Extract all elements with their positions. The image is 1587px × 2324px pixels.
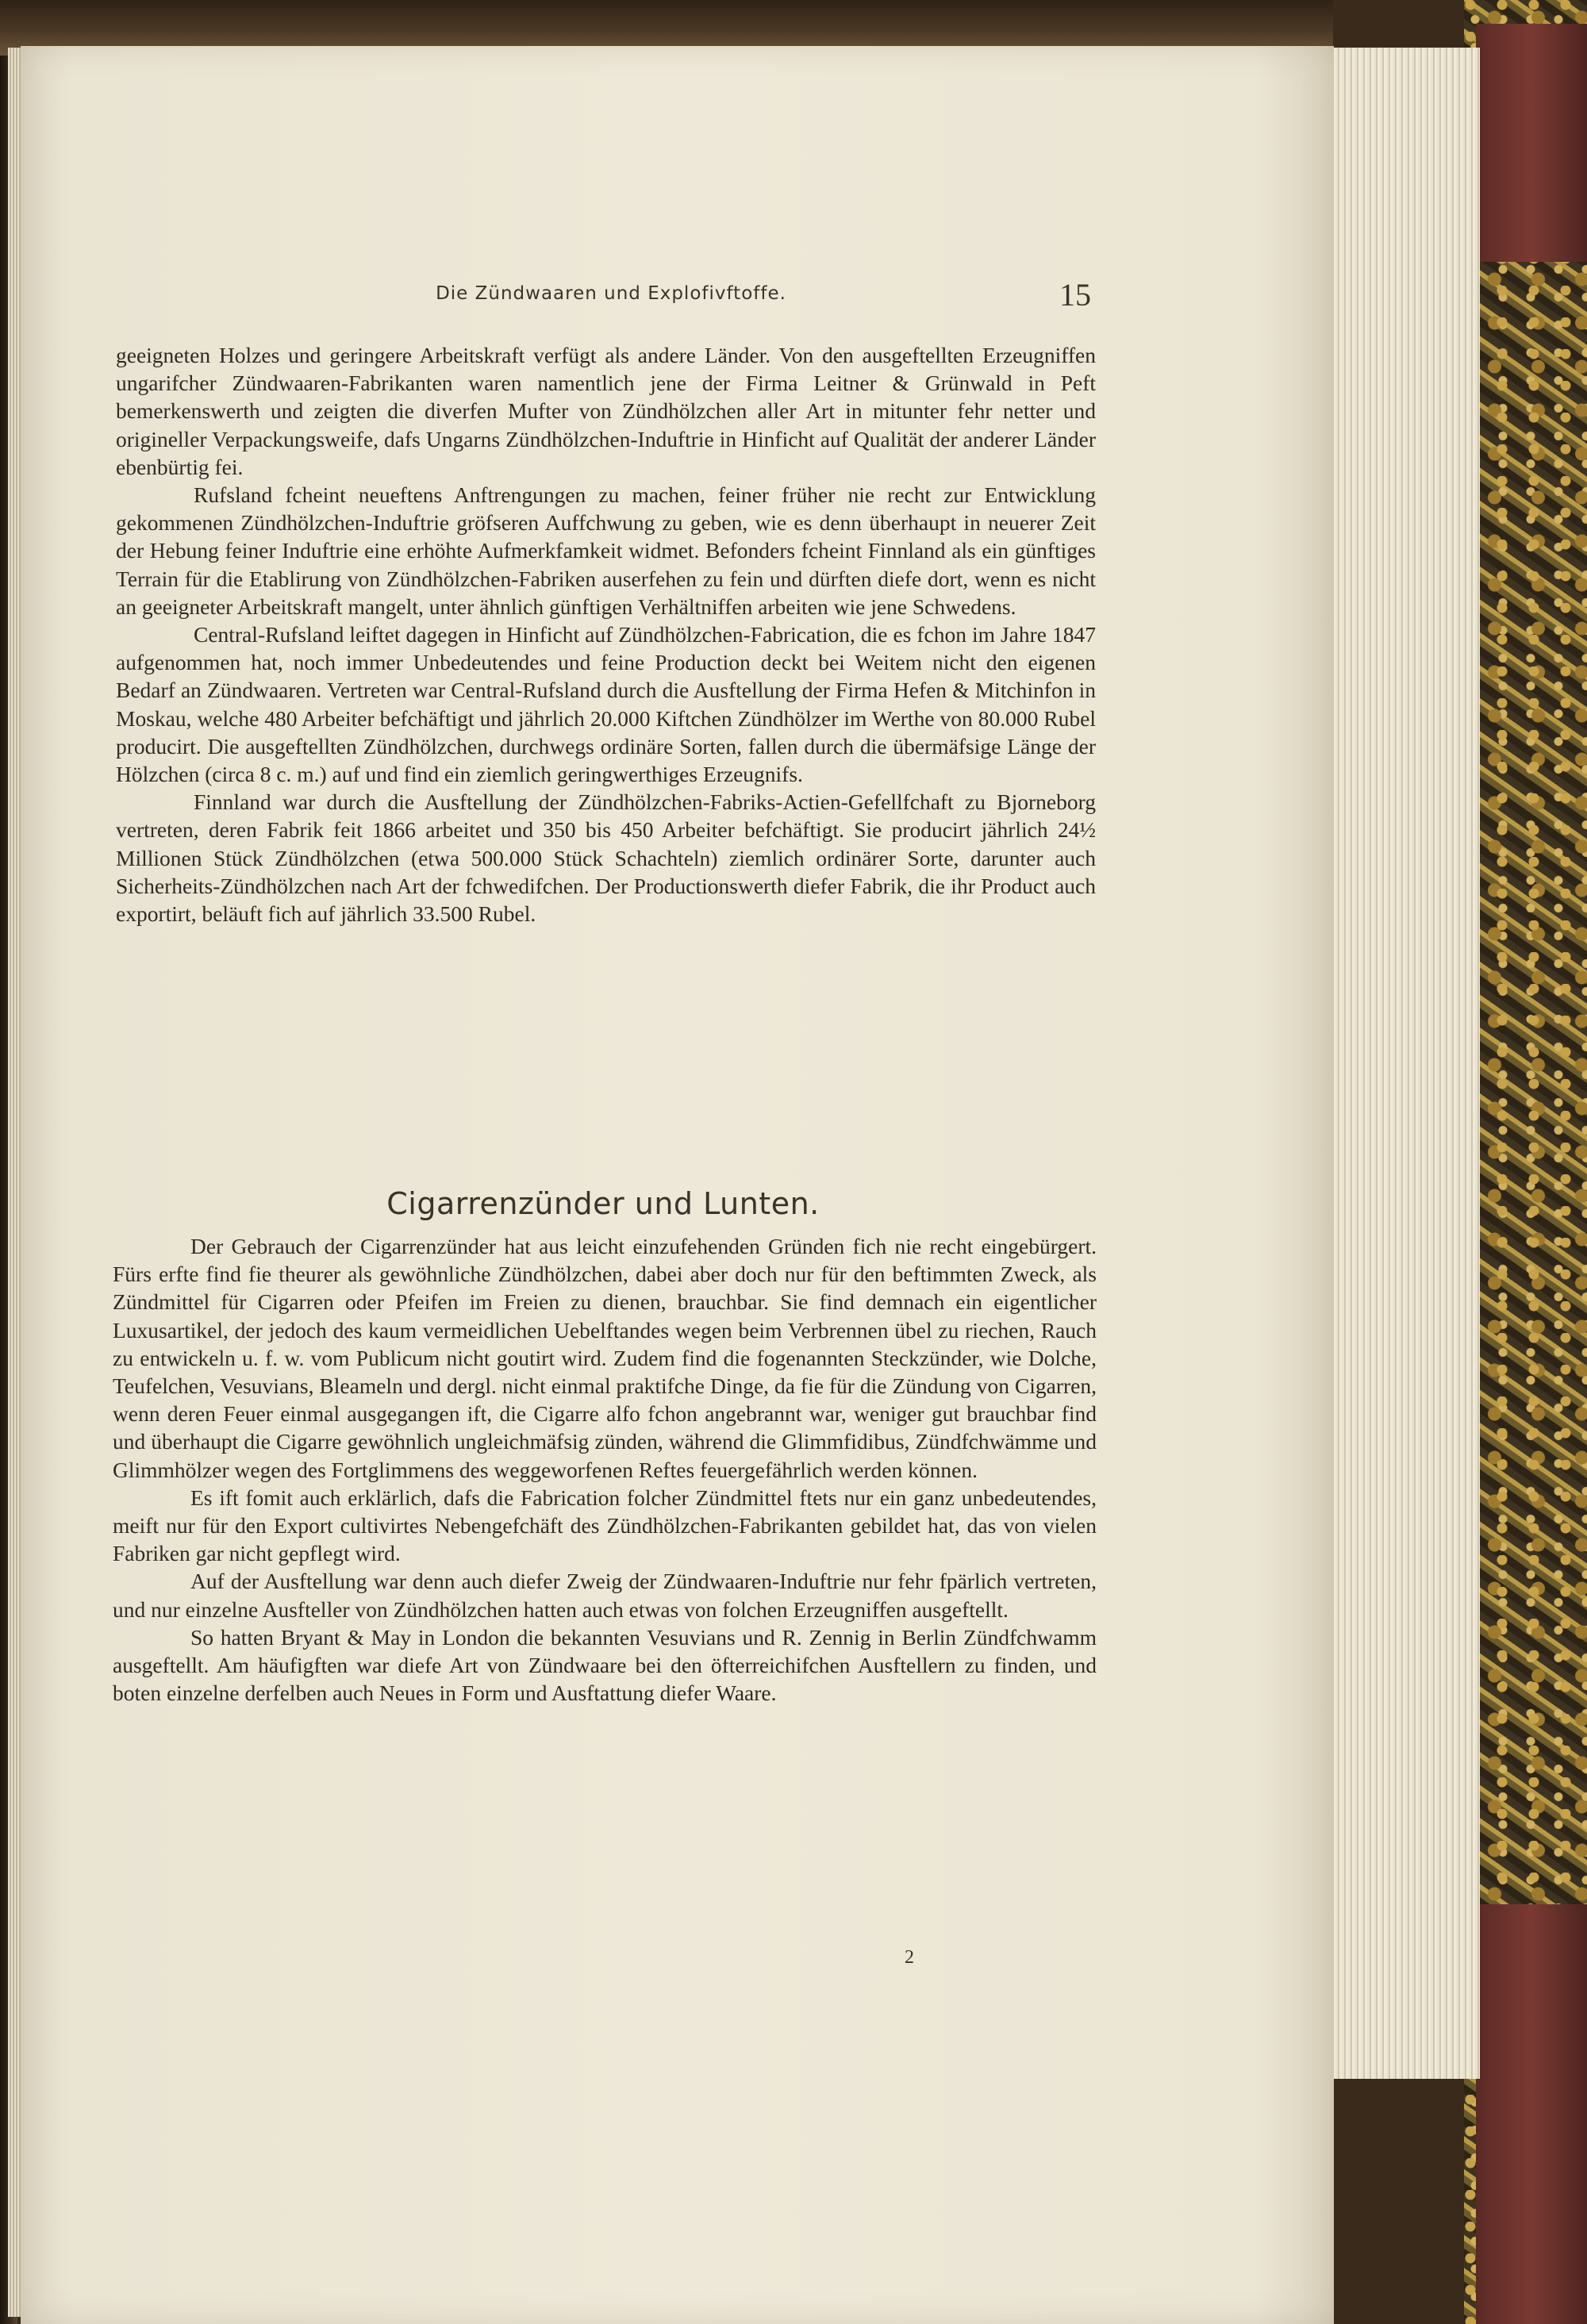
paragraph: Central-Rufsland leiftet dagegen in Hinficht auf Zündhölzchen-Fabrication, die es fchon im Jahre 1847 aufgenommen hat, noch immer Unbedeutendes und feine Production deckt bei Weitem nicht den eigenen Bedarf an Zündwaaren. Vertreten war Central-Rufsland durch die Ausftellung der Firma Hefen & Mitchinfon in Moskau, welche 480 Arbeiter befchäftigt und jährlich 20.000 Kiftchen Zündhölzer im Werthe von 80.000 Rubel producirt. Die ausgeftellten Zündhölzchen, durchwegs ordinäre Sorten, fallen durch die übermäfsige Länge der Hölzchen (circa 8 c. m.) auf und find ein ziemlich geringwerthiges Erzeugnifs. — [116, 622, 1096, 787]
section-1-text — [116, 341, 1096, 928]
section-heading: Cigarrenzünder und Lunten. — [386, 1186, 820, 1221]
running-head: Die Zündwaaren und Explofivftoffe. — [436, 283, 786, 304]
section-2-text — [113, 1232, 1097, 1707]
page-number: 15 — [1059, 277, 1091, 313]
page-stack-edge — [1329, 48, 1480, 2079]
paragraph: Rufsland fcheint neueftens Anftrengungen zu machen, feiner früher nie recht zur Entwicklung gekommenen Zündhölzchen-Induftrie gröfseren Auffchwung zu geben, wie es denn überhaupt in neuerer Zeit der Hebung feiner Induftrie eine erhöhte Aufmerkfamkeit widmet. Befonders fcheint Finnland als ein günftiges Terrain für die Etablirung von Zündhölzchen-Fabriken auserfehen zu fein und dürften diefe dort, wenn es nicht an geeigneter Arbeitskraft mangelt, unter ähnlich günftigen Verhältniffen arbeiten wie jene Schwedens. — [116, 482, 1096, 619]
paragraph: Auf der Ausftellung war denn auch diefer Zweig der Zündwaaren-Induftrie nur fehr fpärlich vertreten, und nur einzelne Ausfteller von Zündhölzchen hatten auch etwas von folchen Erzeugniffen ausgeftellt. — [113, 1569, 1097, 1622]
paragraph: Es ift fomit auch erklärlich, dafs die Fabrication folcher Zündmittel ftets nur ein ganz unbedeutendes, meift nur für den Export cultivirtes Nebengefchäft des Zündhölzchen-Fabrikanten gebildet hat, das von vielen Fabriken gar nicht gepflegt wird. — [113, 1485, 1097, 1566]
book-cover-bottom-right — [1476, 1904, 1587, 2324]
book-cover-top-right — [1476, 24, 1587, 262]
paragraph: Finnland war durch die Ausftellung der Zündhölzchen-Fabriks-Actien-Gefellfchaft zu Bjorneborg vertreten, deren Fabrik feit 1866 arbeitet und 350 bis 450 Arbeiter befchäftigt. Sie producirt jährlich 24½ Millionen Stück Zündhölzchen (etwa 500.000 Stück Schachteln) ziemlich ordinärer Sorte, darunter auch Sicherheits-Zündhölzchen nach Art der fchwedifchen. Der Productionswerth diefer Fabrik, die ihr Product auch exportirt, beläuft fich auf jährlich 33.500 Rubel. — [116, 789, 1096, 927]
paragraph: Der Gebrauch der Cigarrenzünder hat aus leicht einzufehenden Gründen fich nie recht eingebürgert. Fürs erfte find fie theurer als gewöhnliche Zündhölzchen, dabei aber doch nur für den beftimmten Zweck, als Zündmittel für Cigarren oder Pfeifen im Freien zu dienen, brauchbar. Sie find demnach ein eigentlicher Luxusartikel, der jedoch des kaum vermeidlichen Uebelftandes wegen beim Verbrennen übel zu riechen, Rauch zu entwickeln u. f. w. vom Publicum nicht goutirt wird. Zudem find die fogenannten Steckzünder, wie Dolche, Teufelchen, Vesuvians, Bleameln und dergl. nicht einmal praktifche Dinge, da fie für die Zündung von Cigarren, wenn deren Feuer einmal ausgegangen ift, die Cigarre alfo fchon angebrannt war, weniger gut brauchbar find und überhaupt die Cigarre gewöhnlich ungleichmäfsig zünden, während die Glimmfidibus, Zündfchwämme und Glimmhölzer wegen des Fortglimmens des weggeworfenen Reftes feuergefährlich werden können. — [113, 1234, 1097, 1482]
paragraph: So hatten Bryant & May in London die bekannten Vesuvians und R. Zennig in Berlin Zündfchwamm ausgeftellt. Am häufigften war diefe Art von Zündwaare bei den öfterreichifchen Ausftellern zu finden, und boten einzelne derfelben auch Neues in Form und Ausftattung diefer Waare. — [113, 1624, 1097, 1706]
paragraph: geeigneten Holzes und geringere Arbeitskraft verfügt als andere Länder. Von den ausgeftellten Erzeugniffen ungarifcher Zündwaaren-Fabrikanten waren namentlich jene der Firma Leitner & Grünwald in Peft bemerkenswerth und zeigten die diverfen Mufter von Zündhölzchen aller Art in mitunter fehr netter und origineller Verpackungsweife, dafs Ungarns Zündhölzchen-Induftrie in Hinficht auf Qualität der anderer Länder ebenbürtig fei. — [116, 343, 1096, 479]
signature-mark: 2 — [905, 1947, 914, 1968]
